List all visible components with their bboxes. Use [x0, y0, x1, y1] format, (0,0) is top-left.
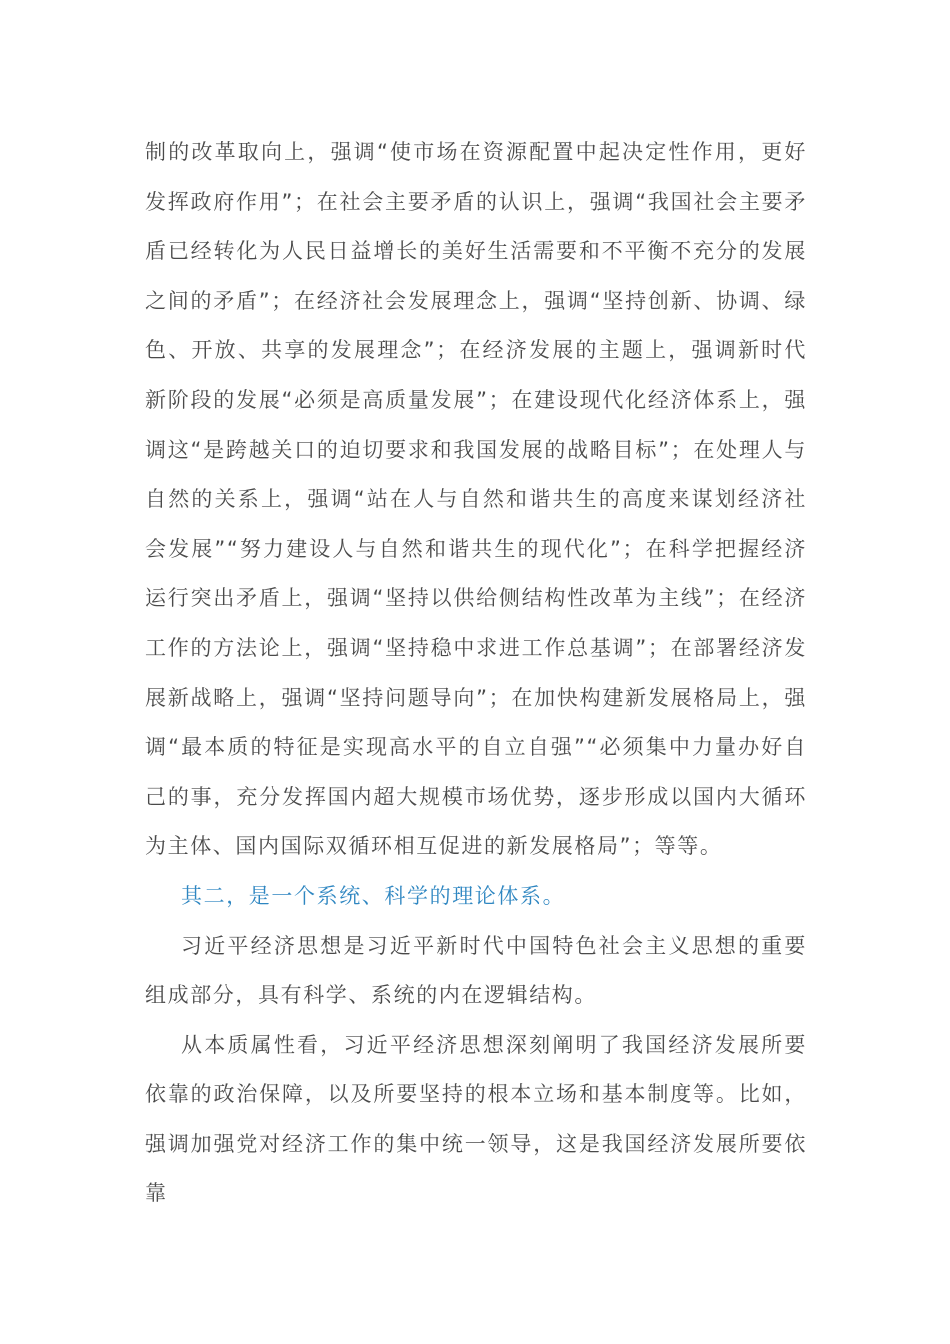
document-page — [145, 128, 807, 1219]
paragraph-essential-attributes: 从本质属性看，习近平经济思想深刻阐明了我国经济发展所要依靠的政治保障，以及所要坚持的根本立场和基本制度等。比如，强调加强党对经济工作的集中统一领导，这是我国经济发展所要依靠 — [145, 1032, 807, 1206]
section-heading-theoretical-system: 其二，是一个系统、科学的理论体系。 — [181, 883, 566, 908]
paragraph-economic-emphases: 制的改革取向上，强调“使市场在资源配置中起决定性作用，更好发挥政府作用”；在社会主要矛盾的认识上，强调“我国社会主要矛盾已经转化为人民日益增长的美好生活需要和不平衡不充分的发展之间的矛盾”；在经济社会发展理念上，强调“坚持创新、协调、绿色、开放、共享的发展理念”；在经济发展的主题上，强调新时代新阶段的发展“必须是高质量发展”；在建设现代化经济体系上，强调这“是跨越关口的迫切要求和我国发展的战略目标”；在处理人与自然的关系上，强调“站在人与自然和谐共生的高度来谋划经济社会发展”“努力建设人与自然和谐共生的现代化”；在科学把握经济运行突出矛盾上，强调“坚持以供给侧结构性改革为主线”；在经济工作的方法论上，强调“坚持稳中求进工作总基调”；在部署经济发展新战略上，强调“坚持问题导向”；在加快构建新发展格局上，强调“最本质的特征是实现高水平的自立自强”“必须集中力量办好自己的事，充分发挥国内超大规模市场优势，逐步形成以国内大循环为主体、国内国际双循环相互促进的新发展格局”；等等。 — [145, 140, 807, 859]
paragraph-component-of-thought: 习近平经济思想是习近平新时代中国特色社会主义思想的重要组成部分，具有科学、系统的内在逻辑结构。 — [145, 933, 807, 1008]
